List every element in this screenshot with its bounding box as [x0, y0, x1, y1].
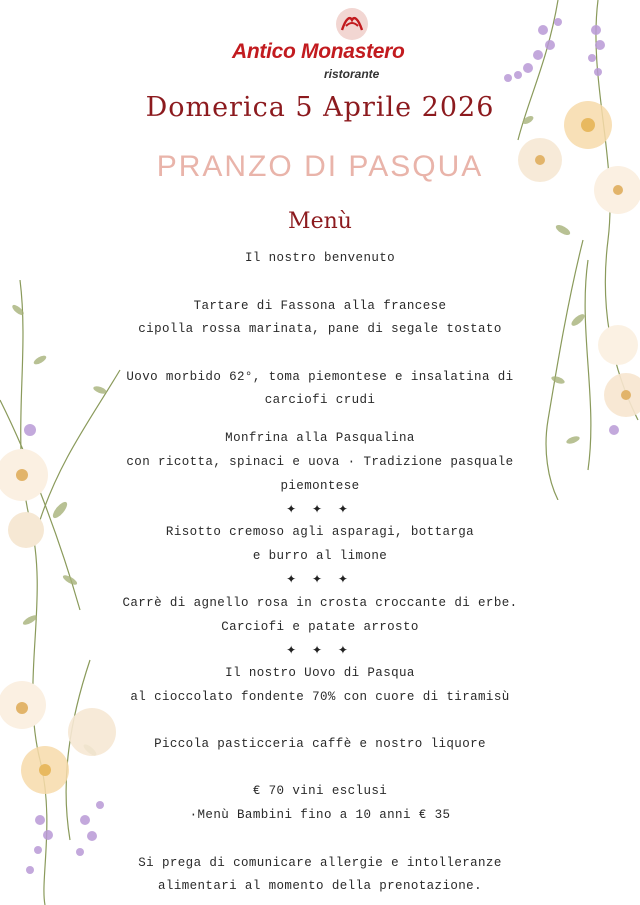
course-6-title: Il nostro Uovo di Pasqua: [225, 666, 415, 680]
course-2-detail: carciofi crudi: [264, 393, 376, 407]
course-separator: ✦ ✦ ✦: [286, 572, 354, 586]
monastery-logo-icon: [332, 6, 372, 44]
course-6-detail: al cioccolato fondente 70% con cuore di tiramisù: [130, 690, 510, 704]
brand-tagline: ristorante: [324, 67, 380, 81]
floral-top-right-icon: [488, 0, 640, 500]
course-separator: ✦ ✦ ✦: [286, 643, 354, 657]
menu-title: Menù: [288, 209, 352, 234]
menu-price: € 70 vini esclusi: [252, 784, 388, 798]
course-separator: ✦ ✦ ✦: [286, 502, 354, 516]
course-4-detail: e burro al limone: [252, 549, 388, 563]
course-5-detail: Carciofi e patate arrosto: [221, 620, 419, 634]
course-3-title: Monfrina alla Pasqualina: [225, 431, 415, 445]
course-1-detail: cipolla rossa marinata, pane di segale tostato: [138, 322, 502, 336]
event-title: PRANZO DI PASQUA: [156, 150, 484, 183]
allergy-note-line-1: Si prega di comunicare allergie e intolleranze: [138, 856, 502, 870]
course-3-detail: con ricotta, spinaci e uova · Tradizione pasquale: [126, 455, 514, 469]
event-date: Domerica 5 Aprile 2026: [145, 92, 495, 123]
course-3-detail-2: piemontese: [280, 479, 360, 493]
course-1-title: Tartare di Fassona alla francese: [193, 299, 447, 313]
course-7-title: Piccola pasticceria caffè e nostro liquore: [154, 737, 486, 751]
course-5-title: Carrè di agnello rosa in crosta croccante di erbe.: [122, 596, 518, 610]
allergy-note-line-2: alimentari al momento della prenotazione.: [158, 879, 482, 893]
brand-name: Antico Monastero: [232, 40, 405, 63]
kids-menu-price: ·Menù Bambini fino a 10 anni € 35: [189, 808, 451, 822]
course-4-title: Risotto cremoso agli asparagi, bottarga: [165, 525, 475, 539]
course-2-title: Uovo morbido 62°, toma piemontese e insalatina di: [126, 370, 514, 384]
menu-welcome: Il nostro benvenuto: [244, 251, 396, 265]
